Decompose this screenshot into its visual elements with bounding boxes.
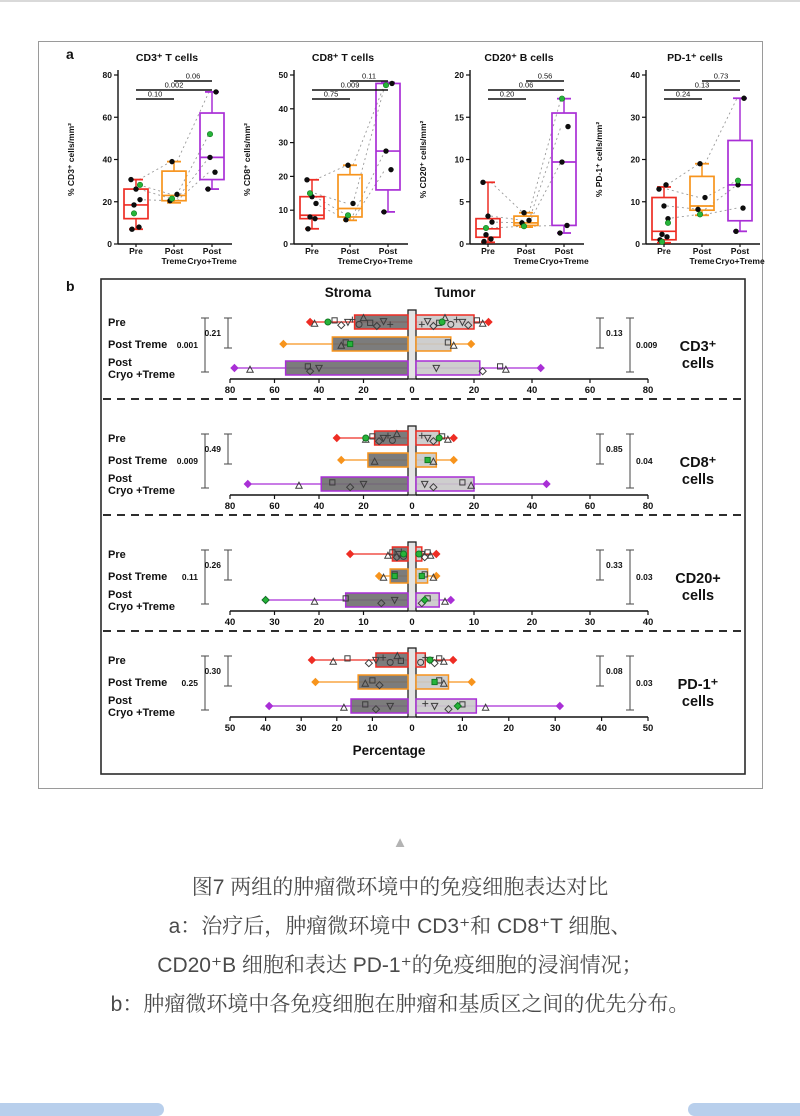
svg-text:40: 40 (642, 617, 654, 628)
svg-text:0.002: 0.002 (164, 80, 184, 90)
svg-text:0.03: 0.03 (636, 678, 653, 688)
svg-text:0: 0 (283, 239, 288, 249)
svg-text:0: 0 (459, 239, 464, 249)
svg-text:40: 40 (526, 385, 538, 396)
boxplot-cd8-t-cells (238, 48, 413, 276)
svg-text:Stroma: Stroma (324, 285, 372, 300)
svg-text:Cryo +Treme: Cryo +Treme (108, 369, 175, 381)
svg-text:Pre: Pre (305, 246, 319, 256)
svg-text:20: 20 (102, 196, 112, 207)
svg-text:Pre: Pre (481, 246, 495, 256)
svg-text:PD-1⁺ cells: PD-1⁺ cells (667, 52, 723, 64)
svg-text:Cryo +Treme: Cryo +Treme (108, 707, 175, 719)
svg-text:Post: Post (108, 589, 132, 601)
svg-text:0.25: 0.25 (181, 678, 198, 688)
svg-text:Pre: Pre (108, 317, 126, 329)
svg-text:50: 50 (642, 723, 654, 734)
svg-text:0.10: 0.10 (147, 89, 163, 99)
svg-text:Post: Post (108, 695, 132, 707)
svg-text:Post: Post (202, 246, 222, 256)
svg-text:Cryo+Treme: Cryo+Treme (539, 256, 589, 266)
svg-text:Post Treme: Post Treme (108, 571, 168, 583)
svg-text:0: 0 (409, 501, 415, 512)
svg-text:0.03: 0.03 (636, 572, 653, 582)
svg-text:Post: Post (692, 246, 712, 256)
svg-text:Pre: Pre (108, 433, 126, 445)
svg-text:40: 40 (102, 154, 112, 165)
svg-text:30: 30 (584, 617, 596, 628)
svg-text:Pre: Pre (108, 549, 126, 561)
svg-text:30: 30 (295, 723, 307, 734)
svg-text:0.06: 0.06 (518, 80, 534, 90)
svg-text:40: 40 (224, 617, 236, 628)
svg-text:80: 80 (642, 385, 654, 396)
svg-text:60: 60 (269, 501, 280, 512)
svg-text:Cryo +Treme: Cryo +Treme (108, 485, 175, 497)
svg-text:30: 30 (549, 723, 561, 734)
svg-text:% CD20⁺ cells/mm²: % CD20⁺ cells/mm² (418, 120, 428, 199)
svg-text:Post Treme: Post Treme (108, 339, 168, 351)
svg-text:0.04: 0.04 (636, 456, 653, 466)
svg-text:40: 40 (630, 70, 640, 80)
svg-text:Post Treme: Post Treme (108, 677, 168, 689)
svg-text:0.08: 0.08 (606, 666, 623, 676)
svg-text:30: 30 (630, 112, 640, 123)
svg-text:20: 20 (468, 501, 480, 512)
caption-title: 图7 两组的肿瘤微环境中的免疫细胞表达对比 (191, 876, 609, 899)
svg-text:0.56: 0.56 (537, 71, 553, 81)
svg-text:0.11: 0.11 (361, 71, 377, 81)
svg-text:Post: Post (108, 357, 132, 369)
svg-text:Pre: Pre (129, 246, 143, 256)
svg-text:20: 20 (630, 154, 640, 165)
svg-text:40: 40 (278, 103, 288, 114)
svg-text:20: 20 (454, 70, 464, 80)
svg-text:0.009: 0.009 (636, 340, 658, 350)
svg-text:cells: cells (681, 694, 715, 710)
svg-text:Post: Post (108, 473, 132, 485)
boxplot-svg (238, 48, 413, 276)
svg-text:20: 20 (331, 723, 343, 734)
svg-text:30: 30 (278, 137, 288, 148)
boxplot-pd1-cells (590, 48, 765, 276)
page-top-divider (0, 0, 800, 2)
svg-text:0.24: 0.24 (675, 89, 691, 99)
boxplot-svg (590, 48, 765, 276)
caption-line-b: b：肿瘤微环境中各免疫细胞在肿瘤和基质区之间的优先分布。 (110, 993, 690, 1016)
svg-text:30: 30 (269, 617, 280, 628)
svg-text:CD20⁺ B cells: CD20⁺ B cells (484, 52, 554, 64)
svg-text:Pre: Pre (657, 246, 671, 256)
svg-text:Treme: Treme (689, 256, 715, 266)
svg-text:Post: Post (378, 246, 398, 256)
svg-text:60: 60 (584, 501, 596, 512)
svg-text:CD8⁺: CD8⁺ (679, 455, 717, 471)
svg-text:40: 40 (313, 385, 325, 396)
svg-text:CD3⁺: CD3⁺ (679, 339, 717, 355)
svg-text:80: 80 (224, 501, 236, 512)
svg-text:0.73: 0.73 (713, 71, 729, 81)
svg-text:0.13: 0.13 (694, 80, 710, 90)
boxplot-cd3-t-cells (62, 48, 237, 276)
svg-text:Post: Post (554, 246, 574, 256)
svg-text:10: 10 (454, 154, 464, 165)
bottom-left-nav-strip[interactable] (0, 1103, 164, 1116)
svg-text:10: 10 (278, 205, 288, 216)
svg-text:0.20: 0.20 (499, 89, 515, 99)
svg-text:40: 40 (596, 723, 607, 734)
bottom-right-nav-strip[interactable] (688, 1103, 800, 1116)
svg-text:0: 0 (409, 385, 415, 396)
svg-text:0.49: 0.49 (204, 444, 221, 454)
svg-text:Cryo +Treme: Cryo +Treme (108, 601, 175, 613)
svg-text:0.13: 0.13 (606, 328, 623, 338)
svg-text:Cryo+Treme: Cryo+Treme (187, 256, 237, 266)
figure-caption (0, 868, 800, 1024)
svg-text:Post: Post (164, 246, 184, 256)
svg-text:Treme: Treme (337, 256, 363, 266)
svg-text:5: 5 (459, 196, 464, 207)
svg-text:Treme: Treme (161, 256, 187, 266)
svg-text:15: 15 (454, 112, 464, 123)
svg-text:% CD3⁺ cells/mm²: % CD3⁺ cells/mm² (66, 123, 76, 196)
svg-text:10: 10 (457, 723, 468, 734)
svg-text:Post: Post (340, 246, 360, 256)
svg-text:Post: Post (730, 246, 750, 256)
svg-text:% PD-1⁺ cells/mm²: % PD-1⁺ cells/mm² (594, 121, 604, 198)
svg-text:50: 50 (224, 723, 236, 734)
svg-text:0: 0 (107, 239, 112, 249)
svg-text:0: 0 (635, 239, 640, 249)
svg-text:0.001: 0.001 (176, 340, 198, 350)
svg-text:PD-1⁺: PD-1⁺ (677, 677, 719, 693)
svg-text:20: 20 (468, 385, 480, 396)
svg-text:40: 40 (526, 501, 538, 512)
svg-text:cells: cells (681, 588, 715, 604)
panel-b-svg (100, 278, 746, 775)
svg-text:0.06: 0.06 (185, 71, 201, 81)
svg-text:10: 10 (367, 723, 378, 734)
svg-text:0: 0 (409, 617, 415, 628)
svg-text:% CD8⁺ cells/mm²: % CD8⁺ cells/mm² (242, 123, 252, 196)
svg-text:0.85: 0.85 (606, 444, 623, 454)
svg-text:20: 20 (278, 171, 288, 182)
svg-text:10: 10 (630, 196, 640, 207)
svg-text:80: 80 (224, 385, 236, 396)
svg-text:60: 60 (269, 385, 280, 396)
svg-text:40: 40 (313, 501, 325, 512)
svg-text:0.75: 0.75 (323, 89, 339, 99)
svg-text:10: 10 (468, 617, 480, 628)
svg-text:0.21: 0.21 (204, 328, 221, 338)
svg-text:Tumor: Tumor (434, 285, 476, 300)
svg-text:20: 20 (358, 385, 369, 396)
svg-text:CD3⁺ T cells: CD3⁺ T cells (135, 52, 199, 64)
svg-text:cells: cells (681, 472, 715, 488)
svg-text:Treme: Treme (513, 256, 539, 266)
svg-text:10: 10 (358, 617, 369, 628)
svg-text:20: 20 (526, 617, 538, 628)
svg-text:CD20+: CD20+ (675, 571, 721, 587)
caption-line-a2: CD20⁺B 细胞和表达 PD-1⁺的免疫细胞的浸润情况； (157, 954, 643, 977)
svg-text:Post: Post (516, 246, 536, 256)
svg-text:0.009: 0.009 (340, 80, 360, 90)
svg-text:20: 20 (503, 723, 515, 734)
panel-a-label: a (66, 46, 74, 62)
svg-text:20: 20 (313, 617, 325, 628)
stroma-tumor-distribution-chart (100, 278, 746, 775)
svg-text:Cryo+Treme: Cryo+Treme (715, 256, 765, 266)
collapse-triangle-icon[interactable]: ▲ (392, 834, 408, 851)
svg-text:50: 50 (278, 70, 288, 80)
svg-text:80: 80 (102, 70, 112, 80)
boxplot-svg (414, 48, 589, 276)
svg-text:80: 80 (642, 501, 654, 512)
svg-text:Post Treme: Post Treme (108, 455, 168, 467)
svg-text:0.26: 0.26 (204, 560, 221, 570)
boxplot-svg (62, 48, 237, 276)
svg-text:0.009: 0.009 (176, 456, 198, 466)
svg-text:40: 40 (260, 723, 271, 734)
caption-line-a: a：治疗后，肿瘤微环境中 CD3⁺和 CD8⁺T 细胞、 (168, 915, 632, 938)
svg-text:0.11: 0.11 (181, 572, 198, 582)
svg-text:60: 60 (584, 385, 596, 396)
svg-text:0.30: 0.30 (204, 666, 221, 676)
svg-text:Pre: Pre (108, 655, 126, 667)
svg-text:60: 60 (102, 112, 112, 123)
svg-text:CD8⁺ T cells: CD8⁺ T cells (311, 52, 375, 64)
svg-text:0.33: 0.33 (606, 560, 623, 570)
svg-text:cells: cells (681, 356, 715, 372)
svg-text:Cryo+Treme: Cryo+Treme (363, 256, 413, 266)
svg-text:0: 0 (409, 723, 415, 734)
svg-text:20: 20 (358, 501, 369, 512)
svg-text:Percentage: Percentage (352, 743, 426, 758)
boxplot-cd20-b-cells (414, 48, 589, 276)
panel-b-label: b (66, 278, 75, 294)
